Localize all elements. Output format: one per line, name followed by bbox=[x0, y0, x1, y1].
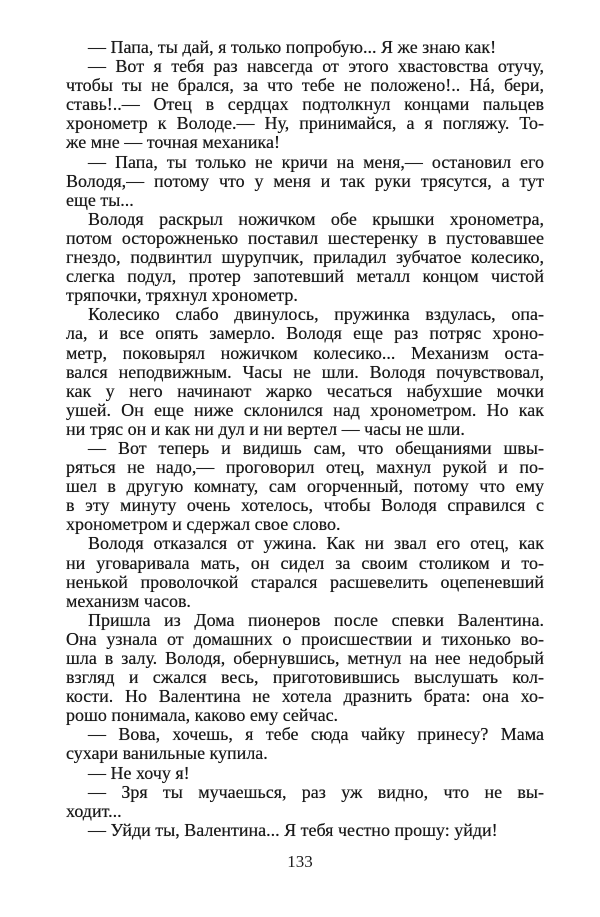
paragraph bbox=[66, 764, 544, 783]
text-line: Володя,— потому что у меня и так руки трясутся, а тут bbox=[66, 170, 544, 191]
text-line: гнездо, подвинтил шурупчик, приладил зубчатое колесико, bbox=[66, 247, 544, 268]
text-line: потом осторожненько поставил шестеренку в пустовавшее bbox=[66, 227, 544, 248]
text-line: ненькой проволочкой старался расшевелить оцепеневший bbox=[66, 571, 544, 592]
paragraph bbox=[66, 305, 544, 439]
text-line: — Не хочу я! bbox=[88, 762, 190, 783]
text-line: шел в другую комнату, сам огорченный, потому что ему bbox=[66, 476, 544, 497]
paragraph bbox=[66, 534, 544, 610]
text-line: рошо понимала, каково ему сейчас. bbox=[66, 705, 339, 726]
text-line: тряпочки, тряхнул хронометр. bbox=[66, 285, 298, 306]
paragraph bbox=[66, 210, 544, 305]
text-line: — Вова, хочешь, я тебе сюда чайку принесу? Мама bbox=[88, 724, 544, 745]
book-page-text bbox=[66, 38, 544, 840]
paragraph bbox=[66, 153, 544, 210]
text-line: ушей. Он еще ниже склонился над хронометром. Но как bbox=[66, 399, 544, 420]
text-line: ходит... bbox=[66, 800, 122, 821]
paragraph bbox=[66, 783, 544, 821]
text-line: взгляд и сжался весь, приготовившись выслушать кол- bbox=[66, 667, 544, 688]
text-line: ставь!..— Отец в сердцах подтолкнул концами пальцев bbox=[66, 94, 544, 115]
text-line: ла, и все опять замерло. Володя еще раз потряс хроно- bbox=[66, 323, 544, 344]
text-line: метр, поковырял ножичком колесико... Механизм оста- bbox=[66, 342, 544, 363]
paragraph bbox=[66, 725, 544, 763]
text-line: Пришла из Дома пионеров после спевки Валентина. bbox=[88, 609, 544, 630]
text-line: — Папа, ты только не кричи на меня,— остановил его bbox=[88, 151, 544, 172]
paragraph bbox=[66, 57, 544, 152]
paragraph bbox=[66, 439, 544, 534]
text-line: — Уйди ты, Валентина... Я тебя честно прошу: уйди! bbox=[88, 819, 498, 840]
text-line: — Папа, ты дай, я только попробую... Я же знаю как! bbox=[88, 37, 497, 57]
text-line: — Вот я тебя раз навсегда от этого хвастовства отучу, bbox=[88, 56, 544, 77]
text-line: — Зря ты мучаешься, раз уж видно, что не вы- bbox=[88, 781, 544, 802]
text-line: сухари ванильные купила. bbox=[66, 743, 268, 764]
text-line: слегка подул, протер запотевший металл концом чистой bbox=[66, 266, 544, 287]
text-line: Колесико слабо двинулось, пружинка вздулась, опа- bbox=[88, 304, 544, 325]
page-number: 133 bbox=[287, 852, 313, 871]
text-line: ряться не надо,— проговорил отец, махнул рукой и по- bbox=[66, 457, 544, 478]
text-line: ни тряс он и как ни дул и ни вертел — часы не шли. bbox=[66, 418, 465, 439]
text-line: еще ты... bbox=[66, 189, 134, 210]
paragraph bbox=[66, 38, 544, 57]
text-line: вался неподвижным. Часы не шли. Володя почувствовал, bbox=[66, 361, 544, 382]
text-line: хронометр к Володе.— Ну, принимайся, а я погляжу. То- bbox=[66, 113, 544, 134]
paragraph bbox=[66, 611, 544, 726]
text-line: механизм часов. bbox=[66, 590, 191, 611]
text-line: хронометром и сдержал свое слово. bbox=[66, 514, 341, 535]
text-line: же мне — точная механика! bbox=[66, 132, 280, 153]
text-line: ни уговаривала мать, он сидел за своим столиком и то- bbox=[66, 552, 544, 573]
text-line: Она узнала от домашних о происшествии и тихонько во- bbox=[66, 628, 544, 649]
text-line: Володя отказался от ужина. Как ни звал его отец, как bbox=[88, 533, 544, 554]
text-line: в эту минуту очень хотелось, чтобы Володя справился с bbox=[66, 495, 544, 516]
text-line: кости. Но Валентина не хотела дразнить брата: она хо- bbox=[66, 686, 544, 707]
paragraph bbox=[66, 821, 544, 840]
text-line: чтобы ты не брался, за что тебе не положено!.. Нá, бери, bbox=[66, 75, 544, 96]
text-line: — Вот теперь и видишь сам, что обещаниями швы- bbox=[88, 437, 544, 458]
text-line: как у него начинают жарко чесаться набухшие мочки bbox=[66, 380, 544, 401]
text-line: Володя раскрыл ножичком обе крышки хронометра, bbox=[88, 208, 544, 229]
text-line: шла в залу. Володя, обернувшись, метнул на нее недобрый bbox=[66, 648, 544, 668]
